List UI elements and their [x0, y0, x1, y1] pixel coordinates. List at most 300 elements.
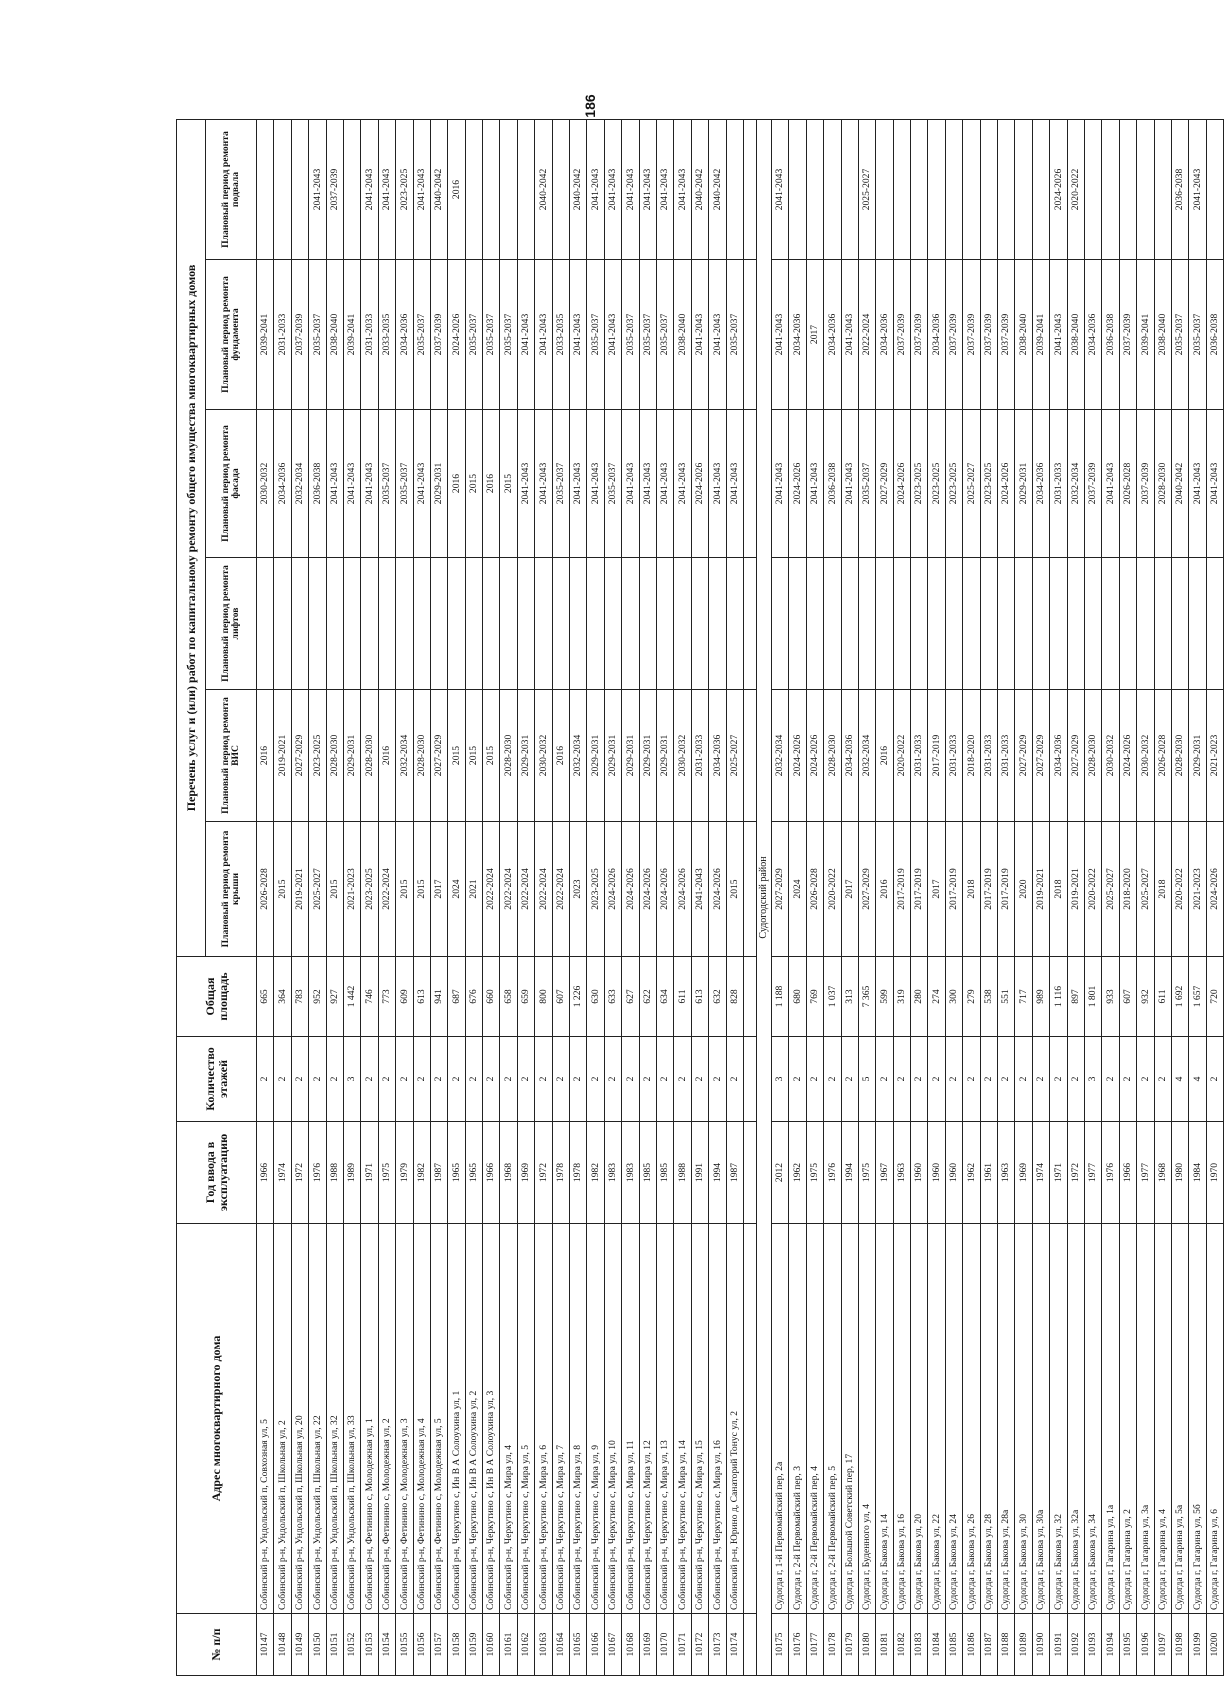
cell-area: 941	[430, 957, 447, 1037]
col-header-basement: Плановый период ремонта подвала	[206, 120, 257, 260]
cell-roof: 2023	[570, 822, 587, 957]
cell-address: Судогда г, Большой Советский пер, 17	[841, 1224, 858, 1614]
cell-basement: 2037-2039	[326, 120, 343, 260]
cell-lifts	[945, 558, 962, 690]
cell-basement: 2016	[448, 120, 465, 260]
cell-foundation: 2038-2040	[1015, 260, 1032, 410]
cell-lifts	[789, 558, 806, 690]
cell-year: 1987	[430, 1122, 447, 1224]
cell-roof: 2021-2023	[343, 822, 360, 957]
cell-vis: 2031-2033	[945, 690, 962, 822]
cell-foundation: 2039-2041	[257, 260, 274, 410]
spacer-cell	[743, 260, 756, 410]
cell-foundation: 2034-2036	[1084, 260, 1101, 410]
cell-floors: 2	[928, 1037, 945, 1122]
cell-basement: 2041-2043	[604, 120, 621, 260]
cell-roof: 2027-2029	[771, 822, 788, 957]
cell-area: 717	[1015, 957, 1032, 1037]
cell-year: 1971	[1050, 1122, 1067, 1224]
cell-lifts	[622, 558, 639, 690]
cell-roof: 2017-2019	[911, 822, 928, 957]
cell-floors: 4	[1189, 1037, 1206, 1122]
cell-num: 10165	[570, 1614, 587, 1676]
cell-num: 10155	[396, 1614, 413, 1676]
cell-address: Собинский р-н, Фетинино с, Молодежная ул, 3	[396, 1224, 413, 1614]
cell-vis: 2027-2029	[1015, 690, 1032, 822]
cell-floors: 2	[378, 1037, 395, 1122]
cell-basement: 2040-2042	[430, 120, 447, 260]
cell-floors: 2	[824, 1037, 841, 1122]
cell-vis: 2028-2030	[361, 690, 378, 822]
cell-basement	[257, 120, 274, 260]
cell-roof: 2024-2026	[674, 822, 691, 957]
cell-floors: 2	[535, 1037, 552, 1122]
cell-vis: 2028-2030	[824, 690, 841, 822]
table-row	[963, 120, 980, 1676]
cell-floors: 2	[326, 1037, 343, 1122]
table-row	[309, 120, 326, 1676]
cell-roof: 2024-2026	[622, 822, 639, 957]
cell-basement	[500, 120, 517, 260]
table-row	[448, 120, 465, 1676]
cell-basement	[291, 120, 308, 260]
cell-foundation: 2035-2037	[309, 260, 326, 410]
cell-roof: 2018	[963, 822, 980, 957]
cell-foundation: 2037-2039	[1119, 260, 1136, 410]
cell-foundation: 2041-2043	[691, 260, 708, 410]
cell-num: 10184	[928, 1614, 945, 1676]
cell-lifts	[893, 558, 910, 690]
cell-vis: 2018-2020	[963, 690, 980, 822]
cell-foundation: 2035-2037	[500, 260, 517, 410]
cell-area: 1 801	[1084, 957, 1101, 1037]
cell-num: 10197	[1154, 1614, 1171, 1676]
cell-roof: 2017	[430, 822, 447, 957]
cell-area: 633	[604, 957, 621, 1037]
cell-area: 687	[448, 957, 465, 1037]
cell-basement	[1137, 120, 1154, 260]
cell-roof: 2019-2021	[291, 822, 308, 957]
cell-num: 10180	[858, 1614, 875, 1676]
cell-year: 1969	[1015, 1122, 1032, 1224]
cell-year: 1976	[824, 1122, 841, 1224]
cell-basement: 2024-2026	[1050, 120, 1067, 260]
cell-facade: 2015	[500, 410, 517, 558]
cell-foundation: 2037-2039	[430, 260, 447, 410]
cell-num: 10157	[430, 1614, 447, 1676]
cell-basement: 2041-2043	[656, 120, 673, 260]
table-row	[789, 120, 806, 1676]
cell-facade: 2041-2043	[535, 410, 552, 558]
cell-year: 1978	[552, 1122, 569, 1224]
cell-facade: 2032-2034	[1067, 410, 1084, 558]
cell-year: 2012	[771, 1122, 788, 1224]
cell-roof: 2024	[789, 822, 806, 957]
cell-vis: 2024-2026	[789, 690, 806, 822]
cell-address: Собинский р-н, Фетинино с, Молодежная ул, 5	[430, 1224, 447, 1614]
cell-num: 10179	[841, 1614, 858, 1676]
cell-area: 773	[378, 957, 395, 1037]
cell-address: Собинский р-н, Черкутино с, Мира ул, 6	[535, 1224, 552, 1614]
cell-roof: 2017-2019	[945, 822, 962, 957]
cell-lifts	[1119, 558, 1136, 690]
cell-facade: 2041-2043	[1206, 410, 1223, 558]
cell-vis: 2031-2033	[691, 690, 708, 822]
table-row	[1154, 120, 1171, 1676]
cell-address: Собинский р-н, Юрино д, Санаторий Тонус ул, 2	[726, 1224, 743, 1614]
cell-facade: 2031-2033	[1050, 410, 1067, 558]
cell-basement	[1015, 120, 1032, 260]
cell-num: 10178	[824, 1614, 841, 1676]
cell-vis: 2027-2029	[1067, 690, 1084, 822]
cell-lifts	[291, 558, 308, 690]
cell-floors: 2	[517, 1037, 534, 1122]
cell-floors: 2	[396, 1037, 413, 1122]
spacer-cell	[743, 1224, 756, 1614]
cell-vis: 2027-2029	[291, 690, 308, 822]
cell-lifts	[963, 558, 980, 690]
spacer-cell	[743, 1037, 756, 1122]
table-row	[674, 120, 691, 1676]
cell-facade: 2025-2027	[963, 410, 980, 558]
cell-area: 611	[674, 957, 691, 1037]
cell-vis: 2017-2019	[928, 690, 945, 822]
cell-num: 10153	[361, 1614, 378, 1676]
cell-foundation: 2022-2024	[858, 260, 875, 410]
cell-num: 10195	[1119, 1614, 1136, 1676]
cell-year: 1962	[789, 1122, 806, 1224]
cell-lifts	[771, 558, 788, 690]
cell-foundation: 2041-2043	[709, 260, 726, 410]
cell-area: 607	[1119, 957, 1136, 1037]
cell-basement	[963, 120, 980, 260]
cell-vis: 2032-2034	[570, 690, 587, 822]
cell-address: Судогда г, 2-й Первомайский пер, 4	[806, 1224, 823, 1614]
cell-facade: 2016	[448, 410, 465, 558]
table-row	[980, 120, 997, 1676]
cell-vis: 2021-2023	[1206, 690, 1223, 822]
cell-lifts	[552, 558, 569, 690]
cell-foundation: 2041-2043	[771, 260, 788, 410]
cell-foundation: 2024-2026	[448, 260, 465, 410]
cell-basement	[1206, 120, 1223, 260]
cell-roof: 2022-2024	[552, 822, 569, 957]
cell-facade: 2029-2031	[430, 410, 447, 558]
table-row	[483, 120, 500, 1676]
cell-address: Собинский р-н, Черкутино с, Мира ул, 9	[587, 1224, 604, 1614]
col-header-floors: Количество этажей	[177, 1037, 257, 1122]
cell-year: 1987	[726, 1122, 743, 1224]
cell-year: 1982	[587, 1122, 604, 1224]
cell-foundation: 2041-2043	[535, 260, 552, 410]
table-row	[911, 120, 928, 1676]
cell-foundation: 2031-2033	[361, 260, 378, 410]
cell-area: 1 692	[1171, 957, 1188, 1037]
col-header-year: Год ввода в эксплуатацию	[177, 1122, 257, 1224]
cell-roof: 2017	[841, 822, 858, 957]
cell-floors: 2	[604, 1037, 621, 1122]
cell-address: Собинский р-н, Фетинино с, Молодежная ул, 2	[378, 1224, 395, 1614]
cell-area: 279	[963, 957, 980, 1037]
cell-num: 10171	[674, 1614, 691, 1676]
table-row	[1067, 120, 1084, 1676]
cell-floors: 2	[998, 1037, 1015, 1122]
cell-num: 10164	[552, 1614, 569, 1676]
table-row	[552, 120, 569, 1676]
cell-basement	[928, 120, 945, 260]
cell-facade: 2040-2042	[1171, 410, 1188, 558]
cell-basement: 2041-2043	[771, 120, 788, 260]
cell-floors: 2	[876, 1037, 893, 1122]
table-row	[604, 120, 621, 1676]
cell-area: 680	[789, 957, 806, 1037]
cell-foundation: 2033-2035	[552, 260, 569, 410]
cell-lifts	[1171, 558, 1188, 690]
cell-year: 1976	[309, 1122, 326, 1224]
cell-num: 10182	[893, 1614, 910, 1676]
cell-vis: 2031-2033	[998, 690, 1015, 822]
cell-floors: 2	[552, 1037, 569, 1122]
cell-foundation: 2017	[806, 260, 823, 410]
cell-vis: 2015	[465, 690, 482, 822]
cell-foundation: 2037-2039	[963, 260, 980, 410]
cell-area: 313	[841, 957, 858, 1037]
cell-roof: 2041-2043	[691, 822, 708, 957]
cell-area: 622	[639, 957, 656, 1037]
cell-num: 10187	[980, 1614, 997, 1676]
cell-foundation: 2035-2037	[1171, 260, 1188, 410]
cell-foundation: 2037-2039	[291, 260, 308, 410]
cell-area: 665	[257, 957, 274, 1037]
table-row	[500, 120, 517, 1676]
cell-floors: 2	[841, 1037, 858, 1122]
cell-year: 1974	[1032, 1122, 1049, 1224]
cell-roof: 2024-2026	[709, 822, 726, 957]
cell-year: 1960	[945, 1122, 962, 1224]
cell-basement: 2040-2042	[535, 120, 552, 260]
cell-floors: 2	[674, 1037, 691, 1122]
cell-area: 769	[806, 957, 823, 1037]
cell-basement: 2041-2043	[361, 120, 378, 260]
cell-lifts	[1206, 558, 1223, 690]
cell-vis: 2028-2030	[500, 690, 517, 822]
cell-vis: 2029-2031	[1189, 690, 1206, 822]
cell-basement	[1032, 120, 1049, 260]
cell-foundation: 2041-2043	[570, 260, 587, 410]
cell-foundation: 2035-2037	[1189, 260, 1206, 410]
cell-lifts	[413, 558, 430, 690]
cell-year: 1966	[1119, 1122, 1136, 1224]
cell-foundation: 2035-2037	[726, 260, 743, 410]
cell-facade: 2016	[483, 410, 500, 558]
cell-foundation: 2037-2039	[893, 260, 910, 410]
table-row	[639, 120, 656, 1676]
cell-facade: 2037-2039	[1137, 410, 1154, 558]
cell-roof: 2022-2024	[378, 822, 395, 957]
cell-vis: 2027-2029	[1032, 690, 1049, 822]
cell-floors: 2	[945, 1037, 962, 1122]
cell-year: 1968	[500, 1122, 517, 1224]
cell-lifts	[257, 558, 274, 690]
cell-facade: 2029-2031	[1015, 410, 1032, 558]
cell-roof: 2022-2024	[517, 822, 534, 957]
cell-foundation: 2035-2037	[622, 260, 639, 410]
cell-num: 10188	[998, 1614, 1015, 1676]
cell-roof: 2017	[928, 822, 945, 957]
cell-area: 1 442	[343, 957, 360, 1037]
cell-roof: 2022-2024	[535, 822, 552, 957]
cell-lifts	[980, 558, 997, 690]
cell-foundation: 2041-2043	[1050, 260, 1067, 410]
cell-foundation: 2036-2038	[1102, 260, 1119, 410]
cell-address: Собинский р-н, Черкутино с, Мира ул, 13	[656, 1224, 673, 1614]
cell-vis: 2029-2031	[517, 690, 534, 822]
cell-foundation: 2035-2037	[465, 260, 482, 410]
cell-num: 10196	[1137, 1614, 1154, 1676]
cell-year: 1969	[517, 1122, 534, 1224]
cell-num: 10198	[1171, 1614, 1188, 1676]
cell-address: Собинский р-н, Черкутино с, Ин В А Солоухина ул, 1	[448, 1224, 465, 1614]
table-row	[587, 120, 604, 1676]
cell-roof: 2026-2028	[806, 822, 823, 957]
cell-foundation: 2039-2041	[1032, 260, 1049, 410]
cell-area: 613	[413, 957, 430, 1037]
cell-area: 1 188	[771, 957, 788, 1037]
cell-basement	[1084, 120, 1101, 260]
cell-area: 364	[274, 957, 291, 1037]
cell-basement	[980, 120, 997, 260]
spacer-cell	[743, 957, 756, 1037]
cell-basement	[998, 120, 1015, 260]
cell-lifts	[656, 558, 673, 690]
district-label: Судогодский район	[756, 120, 771, 1676]
cell-roof: 2016	[876, 822, 893, 957]
cell-address: Собинский р-н, Черкутино с, Мира ул, 15	[691, 1224, 708, 1614]
cell-facade: 2024-2026	[893, 410, 910, 558]
cell-basement: 2036-2038	[1171, 120, 1188, 260]
cell-num: 10172	[691, 1614, 708, 1676]
table-row	[1032, 120, 1049, 1676]
cell-vis: 2024-2026	[806, 690, 823, 822]
cell-address: Судогда г, Бакова ул, 26	[963, 1224, 980, 1614]
table-row	[361, 120, 378, 1676]
cell-lifts	[726, 558, 743, 690]
cell-facade: 2030-2032	[257, 410, 274, 558]
table-row	[326, 120, 343, 1676]
cell-address: Судогда г, Гагарина ул, 6	[1206, 1224, 1223, 1614]
cell-area: 1 657	[1189, 957, 1206, 1037]
cell-address: Собинский р-н, Черкутино с, Мира ул, 12	[639, 1224, 656, 1614]
cell-num: 10175	[771, 1614, 788, 1676]
cell-num: 10149	[291, 1614, 308, 1676]
cell-year: 1963	[893, 1122, 910, 1224]
cell-lifts	[1032, 558, 1049, 690]
cell-facade: 2024-2026	[998, 410, 1015, 558]
cell-num: 10147	[257, 1614, 274, 1676]
cell-area: 1 226	[570, 957, 587, 1037]
cell-facade: 2024-2026	[691, 410, 708, 558]
cell-lifts	[911, 558, 928, 690]
cell-vis: 2029-2031	[604, 690, 621, 822]
cell-year: 1962	[963, 1122, 980, 1224]
cell-year: 1977	[1137, 1122, 1154, 1224]
cell-vis: 2028-2030	[413, 690, 430, 822]
cell-vis: 2028-2030	[1171, 690, 1188, 822]
cell-area: 607	[552, 957, 569, 1037]
cell-address: Судогда г, Бакова ул, 24	[945, 1224, 962, 1614]
cell-address: Собинский р-н, Фетинино с, Молодежная ул, 4	[413, 1224, 430, 1614]
cell-facade: 2035-2037	[378, 410, 395, 558]
cell-floors: 2	[1137, 1037, 1154, 1122]
cell-num: 10148	[274, 1614, 291, 1676]
cell-roof: 2024-2026	[1206, 822, 1223, 957]
cell-lifts	[274, 558, 291, 690]
cell-lifts	[1084, 558, 1101, 690]
cell-floors: 2	[1032, 1037, 1049, 1122]
cell-lifts	[343, 558, 360, 690]
table-row	[1189, 120, 1206, 1676]
cell-address: Собинский р-н, Черкутино с, Мира ул, 8	[570, 1224, 587, 1614]
table-row	[413, 120, 430, 1676]
cell-address: Судогда г, Гагарина ул, 5б	[1189, 1224, 1206, 1614]
cell-basement: 2040-2042	[709, 120, 726, 260]
cell-facade: 2041-2043	[771, 410, 788, 558]
cell-lifts	[1154, 558, 1171, 690]
cell-vis: 2032-2034	[771, 690, 788, 822]
cell-foundation: 2034-2036	[789, 260, 806, 410]
cell-vis: 2030-2032	[1102, 690, 1119, 822]
col-header-foundation: Плановый период ремонта фундамента	[206, 260, 257, 410]
cell-floors: 2	[257, 1037, 274, 1122]
cell-facade: 2035-2037	[396, 410, 413, 558]
cell-area: 952	[309, 957, 326, 1037]
cell-facade: 2041-2043	[841, 410, 858, 558]
cell-address: Судогда г, Бакова ул, 16	[893, 1224, 910, 1614]
cell-year: 1966	[257, 1122, 274, 1224]
cell-basement: 2023-2025	[396, 120, 413, 260]
cell-facade: 2041-2043	[622, 410, 639, 558]
cell-lifts	[806, 558, 823, 690]
cell-floors: 2	[1102, 1037, 1119, 1122]
cell-roof: 2024	[448, 822, 465, 957]
cell-vis: 2023-2025	[309, 690, 326, 822]
cell-lifts	[841, 558, 858, 690]
table-row	[1102, 120, 1119, 1676]
cell-lifts	[361, 558, 378, 690]
cell-area: 658	[500, 957, 517, 1037]
table-row	[535, 120, 552, 1676]
cell-foundation: 2037-2039	[911, 260, 928, 410]
cell-facade: 2036-2038	[309, 410, 326, 558]
cell-num: 10186	[963, 1614, 980, 1676]
cell-address: Судогда г, Бакова ул, 32а	[1067, 1224, 1084, 1614]
cell-floors: 2	[963, 1037, 980, 1122]
cell-roof: 2020-2022	[1171, 822, 1188, 957]
cell-foundation: 2036-2038	[1206, 260, 1223, 410]
cell-foundation: 2039-2041	[343, 260, 360, 410]
cell-lifts	[928, 558, 945, 690]
cell-roof: 2023-2025	[587, 822, 604, 957]
cell-facade: 2026-2028	[1119, 410, 1136, 558]
cell-roof: 2025-2027	[1137, 822, 1154, 957]
cell-num: 10167	[604, 1614, 621, 1676]
cell-basement	[465, 120, 482, 260]
cell-floors: 2	[465, 1037, 482, 1122]
table-row	[257, 120, 274, 1676]
cell-year: 1972	[1067, 1122, 1084, 1224]
cell-foundation: 2035-2037	[483, 260, 500, 410]
cell-floors: 2	[361, 1037, 378, 1122]
